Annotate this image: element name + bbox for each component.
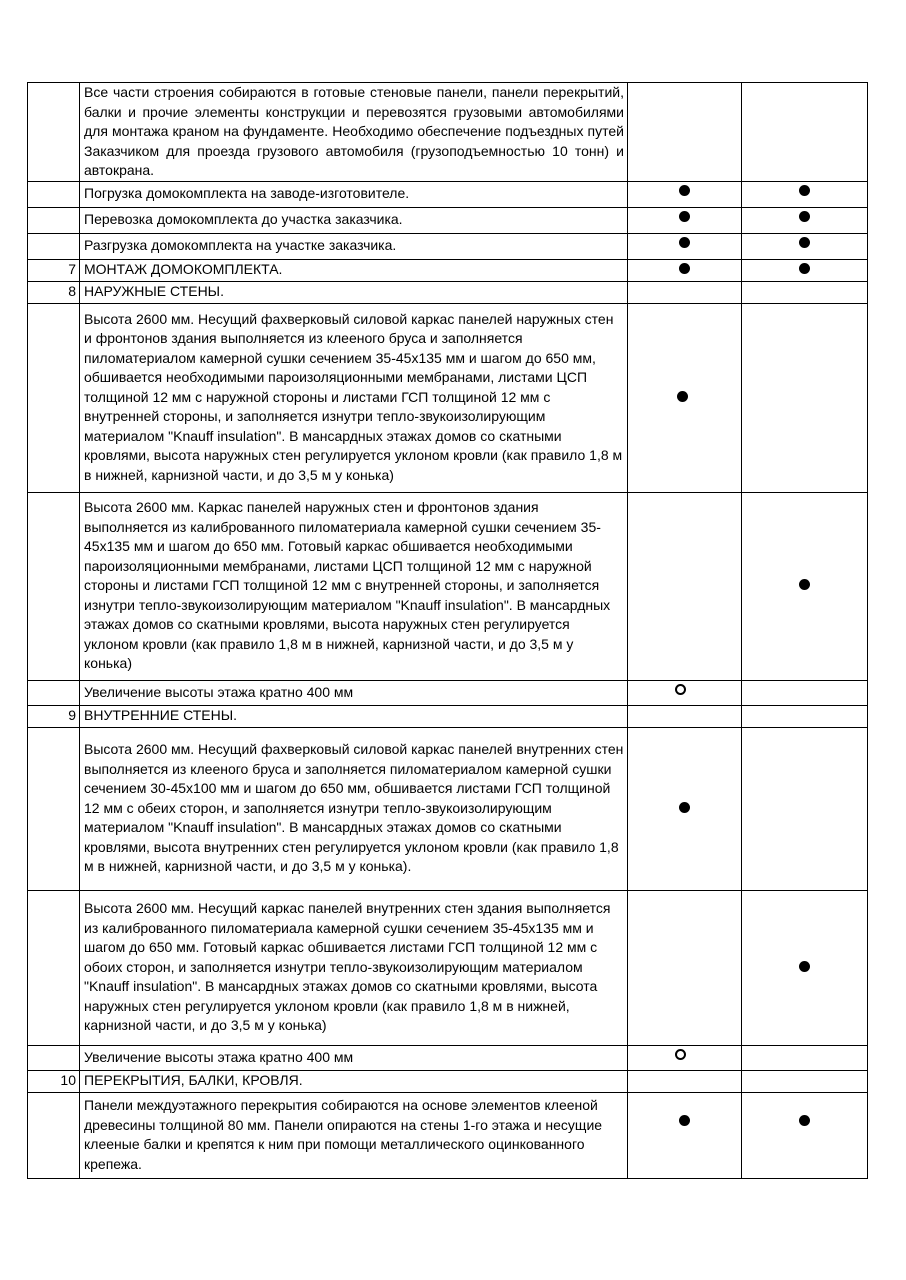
option-b-cell bbox=[742, 680, 868, 705]
row-description: МОНТАЖ ДОМОКОМПЛЕКТА. bbox=[80, 259, 628, 281]
option-a-cell bbox=[628, 207, 742, 233]
specification-table bbox=[27, 82, 868, 1179]
option-a-cell bbox=[628, 727, 742, 890]
option-b-cell bbox=[742, 1092, 868, 1178]
optional-circle-icon bbox=[675, 1049, 686, 1060]
table-row bbox=[28, 727, 868, 890]
row-number bbox=[28, 727, 80, 890]
included-dot-icon bbox=[679, 263, 690, 274]
option-a-cell bbox=[628, 83, 742, 182]
option-b-cell bbox=[742, 1070, 868, 1092]
row-description: Увеличение высоты этажа кратно 400 мм bbox=[80, 680, 628, 705]
table-row bbox=[28, 83, 868, 182]
row-number bbox=[28, 680, 80, 705]
row-number bbox=[28, 1092, 80, 1178]
table-row bbox=[28, 1070, 868, 1092]
included-dot-icon bbox=[677, 391, 688, 402]
option-b-cell bbox=[742, 890, 868, 1045]
option-b-cell bbox=[742, 233, 868, 259]
option-b-cell bbox=[742, 83, 868, 182]
included-dot-icon bbox=[679, 185, 690, 196]
row-number bbox=[28, 233, 80, 259]
option-a-cell bbox=[628, 259, 742, 281]
table-row bbox=[28, 1045, 868, 1070]
option-b-cell bbox=[742, 705, 868, 727]
included-dot-icon bbox=[799, 185, 810, 196]
row-description: Все части строения собираются в готовые стеновые панели, панели перекрытий, балки и прочие элементы конструкции и перевозятся грузовыми автомобилями для монтажа краном на фундаменте. Необходимо обеспечение подъездных путей Заказчиком для проезда грузового автомобиля (грузоподъемностью 10 тонн) и автокрана. bbox=[80, 83, 628, 182]
row-number bbox=[28, 83, 80, 182]
option-a-cell bbox=[628, 680, 742, 705]
option-b-cell bbox=[742, 259, 868, 281]
included-dot-icon bbox=[679, 211, 690, 222]
option-a-cell bbox=[628, 1070, 742, 1092]
table-row bbox=[28, 680, 868, 705]
option-a-cell bbox=[628, 1045, 742, 1070]
included-dot-icon bbox=[799, 211, 810, 222]
included-dot-icon bbox=[799, 961, 810, 972]
table-row bbox=[28, 890, 868, 1045]
included-dot-icon bbox=[679, 1115, 690, 1126]
option-b-cell bbox=[742, 281, 868, 303]
row-number bbox=[28, 181, 80, 207]
option-a-cell bbox=[628, 890, 742, 1045]
table-row bbox=[28, 207, 868, 233]
included-dot-icon bbox=[679, 802, 690, 813]
table-row bbox=[28, 303, 868, 492]
optional-circle-icon bbox=[675, 684, 686, 695]
option-b-cell bbox=[742, 1045, 868, 1070]
table-row bbox=[28, 1092, 868, 1178]
row-number: 7 bbox=[28, 259, 80, 281]
included-dot-icon bbox=[799, 237, 810, 248]
row-number bbox=[28, 890, 80, 1045]
table-row bbox=[28, 492, 868, 680]
row-number bbox=[28, 207, 80, 233]
option-a-cell bbox=[628, 281, 742, 303]
table-row bbox=[28, 281, 868, 303]
row-description: Разгрузка домокомплекта на участке заказчика. bbox=[80, 233, 628, 259]
option-b-cell bbox=[742, 207, 868, 233]
option-a-cell bbox=[628, 705, 742, 727]
table-row bbox=[28, 259, 868, 281]
row-description: Высота 2600 мм. Несущий фахверковый силовой каркас панелей внутренних стен выполняется из клееного бруса и заполняется пиломатериалом камерной сушки сечением 30-45х100 мм и шагом до 650 мм, обшивается листами ГСП толщиной 12 мм с обеих сторон, и заполняется изнутри тепло-звукоизолирующим материалом "Knauff insulation". В мансардных этажах домов со скатными кровлями, высота внутренних стен регулируется уклоном кровли (как правило 1,8 м в нижней, карнизной части, и до 3,5 м у конька). bbox=[80, 727, 628, 890]
row-number: 10 bbox=[28, 1070, 80, 1092]
row-description: Высота 2600 мм. Каркас панелей наружных стен и фронтонов здания выполняется из калиброванного пиломатериала камерной сушки сечением 35-45х135 мм и шагом до 650 мм. Готовый каркас обшивается необходимыми пароизоляционными мембранами, листами ЦСП толщиной 12 мм с наружной стороны и листами ГСП толщиной 12 мм с внутренней стороны, и заполняется изнутри тепло-звукоизолирующим материалом "Knauff insulation". В мансардных этажах домов со скатными кровлями, высота наружных стен регулируется уклоном кровли (как правило 1,8 м в нижней, карнизной части, и до 3,5 м у конька) bbox=[80, 492, 628, 680]
row-description: ПЕРЕКРЫТИЯ, БАЛКИ, КРОВЛЯ. bbox=[80, 1070, 628, 1092]
included-dot-icon bbox=[799, 579, 810, 590]
row-number: 9 bbox=[28, 705, 80, 727]
table-row bbox=[28, 181, 868, 207]
table-row bbox=[28, 233, 868, 259]
option-a-cell bbox=[628, 1092, 742, 1178]
row-description: Перевозка домокомплекта до участка заказчика. bbox=[80, 207, 628, 233]
row-number bbox=[28, 492, 80, 680]
table-row bbox=[28, 705, 868, 727]
included-dot-icon bbox=[799, 263, 810, 274]
row-description: Высота 2600 мм. Несущий каркас панелей внутренних стен здания выполняется из калиброванного пиломатериала камерной сушки сечением 35-45х135 мм и шагом до 650 мм. Готовый каркас обшивается листами ГСП толщиной 12 мм с обоих сторон, и заполняется изнутри тепло-звукоизолирующим материалом "Knauff insulation". В мансардных этажах домов со скатными кровлями, высота наружных стен регулируется уклоном кровли (как правило 1,8 м в нижней, карнизной части, и до 3,5 м у конька) bbox=[80, 890, 628, 1045]
row-number bbox=[28, 303, 80, 492]
option-b-cell bbox=[742, 492, 868, 680]
row-description: Высота 2600 мм. Несущий фахверковый силовой каркас панелей наружных стен и фронтонов здания выполняется из клееного бруса и заполняется пиломатериалом камерной сушки сечением 35-45х135 мм и шагом до 650 мм, обшивается необходимыми пароизоляционными мембранами, листами ЦСП толщиной 12 мм с наружной стороны и листами ГСП толщиной 12 мм с внутренней стороны, и заполняется изнутри тепло-звукоизолирующим материалом "Knauff insulation". В мансардных этажах домов со скатными кровлями, высота наружных стен регулируется уклоном кровли (как правило 1,8 м в нижней, карнизной части, и до 3,5 м у конька) bbox=[80, 303, 628, 492]
option-b-cell bbox=[742, 303, 868, 492]
option-b-cell bbox=[742, 727, 868, 890]
option-a-cell bbox=[628, 233, 742, 259]
row-number bbox=[28, 1045, 80, 1070]
option-a-cell bbox=[628, 492, 742, 680]
row-number: 8 bbox=[28, 281, 80, 303]
row-description: Погрузка домокомплекта на заводе-изготовителе. bbox=[80, 181, 628, 207]
included-dot-icon bbox=[799, 1115, 810, 1126]
row-description: НАРУЖНЫЕ СТЕНЫ. bbox=[80, 281, 628, 303]
row-description: Панели междуэтажного перекрытия собираются на основе элементов клееной древесины толщиной 80 мм. Панели опираются на стены 1-го этажа и несущие клееные балки и крепятся к ним при помощи металлического оцинкованного крепежа. bbox=[80, 1092, 628, 1178]
option-a-cell bbox=[628, 303, 742, 492]
included-dot-icon bbox=[679, 237, 690, 248]
option-a-cell bbox=[628, 181, 742, 207]
specification-table-body bbox=[28, 83, 868, 1179]
row-description: ВНУТРЕННИЕ СТЕНЫ. bbox=[80, 705, 628, 727]
row-description: Увеличение высоты этажа кратно 400 мм bbox=[80, 1045, 628, 1070]
option-b-cell bbox=[742, 181, 868, 207]
